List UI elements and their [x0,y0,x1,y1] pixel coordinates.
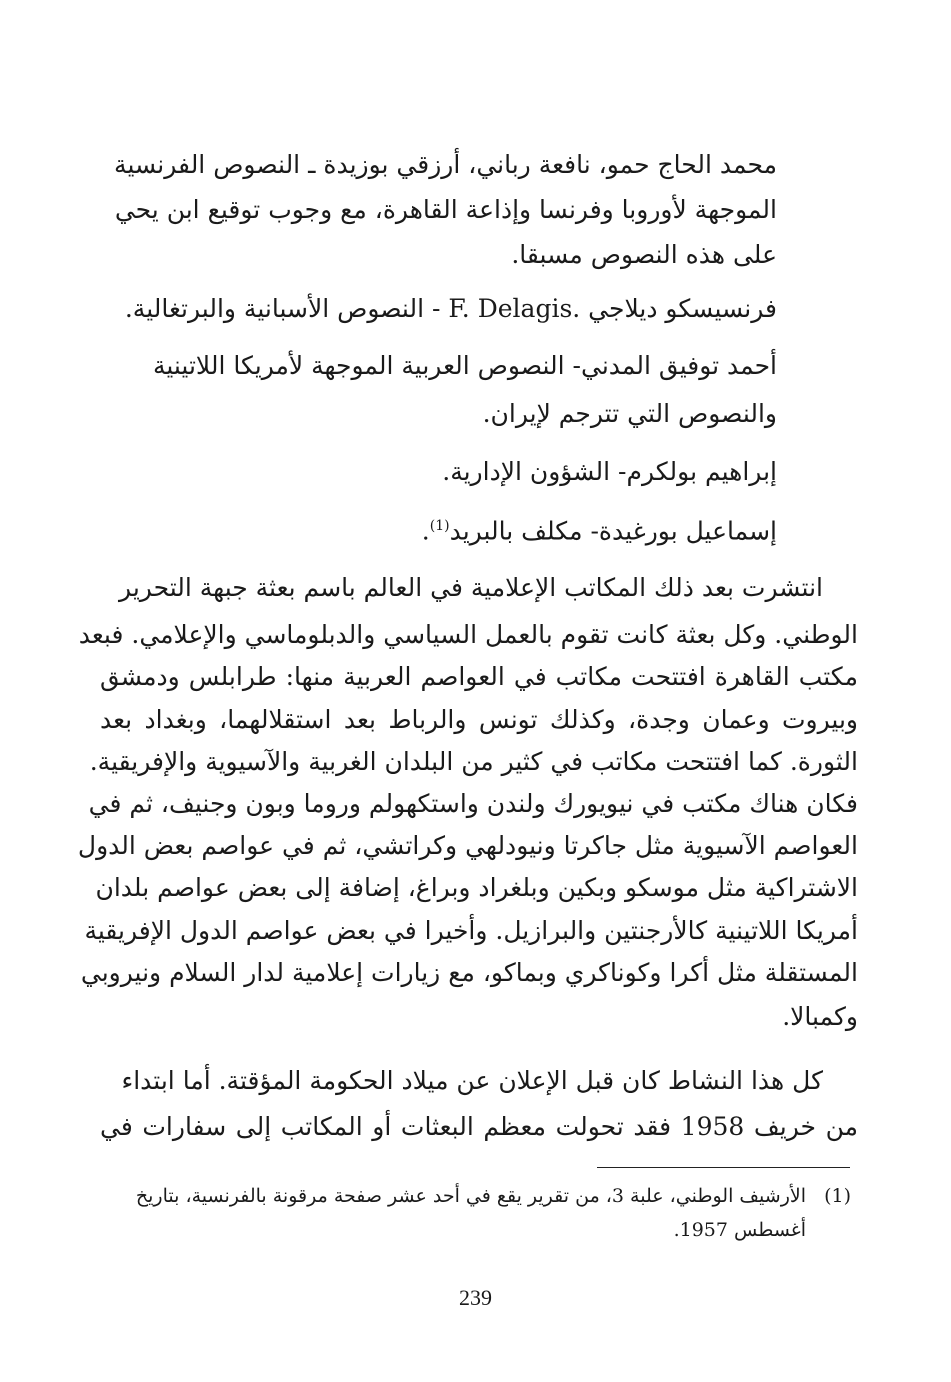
paragraph-line: كل هذا النشاط كان قبل الإعلان عن ميلاد الحكومة المؤقتة. أما ابتداء [121,1066,823,1095]
staff-line: فرنسيسكو ديلاجي .F. Delagis - النصوص الأسبانية والبرتغالية. [124,294,777,323]
staff-line: أحمد توفيق المدني- النصوص العربية الموجهة لأمريكا اللاتينية [152,351,777,380]
footnote-separator [597,1167,850,1168]
paragraph-line: مكتب القاهرة افتتحت مكاتب في العواصم العربية منها: طرابلس ودمشق [100,662,858,691]
paragraph-line: المستقلة مثل أكرا وكوناكري وبماكو، مع زيارات إعلامية لدار السلام ونيروبي [80,958,858,987]
staff-line: على هذه النصوص مسبقا. [511,240,777,269]
paragraph-line: العواصم الآسيوية مثل جاكرتا ونيودلهي وكراتشي، ثم في عواصم بعض الدول [77,831,858,860]
page-number: 239 [459,1285,492,1310]
footnote-text: أغسطس 1957. [673,1219,806,1241]
paragraph-line: الثورة. كما افتتحت مكاتب في كثير من البلدان الغربية والآسيوية والإفريقية. [89,747,858,776]
staff-line-tail: . [421,516,430,546]
paragraph-line: فكان هناك مكتب في نيويورك ولندن واستكهولم وروما وبون وجنيف، ثم في [88,789,858,818]
staff-line: إبراهيم بولكرم- الشؤون الإدارية. [442,457,777,486]
paragraph-line: الوطني. وكل بعثة كانت تقوم بالعمل السياسي والدبلوماسي والإعلامي. فبعد [78,620,858,649]
paragraph-line: الاشتراكية مثل موسكو وبكين وبلغراد وبراغ، إضافة إلى بعض عواصم بلدان [95,873,858,902]
footnote-text: الأرشيف الوطني، علبة 3، من تقرير يقع في أحد عشر صفحة مرقونة بالفرنسية، بتاريخ [135,1185,806,1207]
paragraph-line: أمريكا اللاتينية كالأرجنتين والبرازيل. وأخيرا في بعض عواصم الدول الإفريقية [84,916,858,945]
footnote-number: (1) [824,1185,851,1207]
paragraph-line: انتشرت بعد ذلك المكاتب الإعلامية في العالم باسم بعثة جبهة التحرير [119,573,823,602]
footnote-ref: (1) [429,518,450,534]
staff-line-text: إسماعيل بورغيدة- مكلف بالبريد [449,516,777,546]
staff-line [422,509,777,548]
staff-line: الموجهة لأوروبا وفرنسا وإذاعة القاهرة، مع وجوب توقيع ابن يحي [114,195,777,224]
paragraph-line: وبيروت وعمان وجدة، وكذلك تونس والرباط بعد استقلالهما، وبغداد بعد [100,705,858,734]
staff-line: والنصوص التي تترجم لإيران. [482,399,777,428]
paragraph-line: من خريف 1958 فقد تحولت معظم البعثات أو المكاتب إلى سفارات في [100,1112,859,1141]
staff-line: محمد الحاج حمو، نافعة رباني، أرزقي بوزيدة ـ النصوص الفرنسية [114,150,777,179]
paragraph-line: وكمبالا. [782,1002,858,1031]
